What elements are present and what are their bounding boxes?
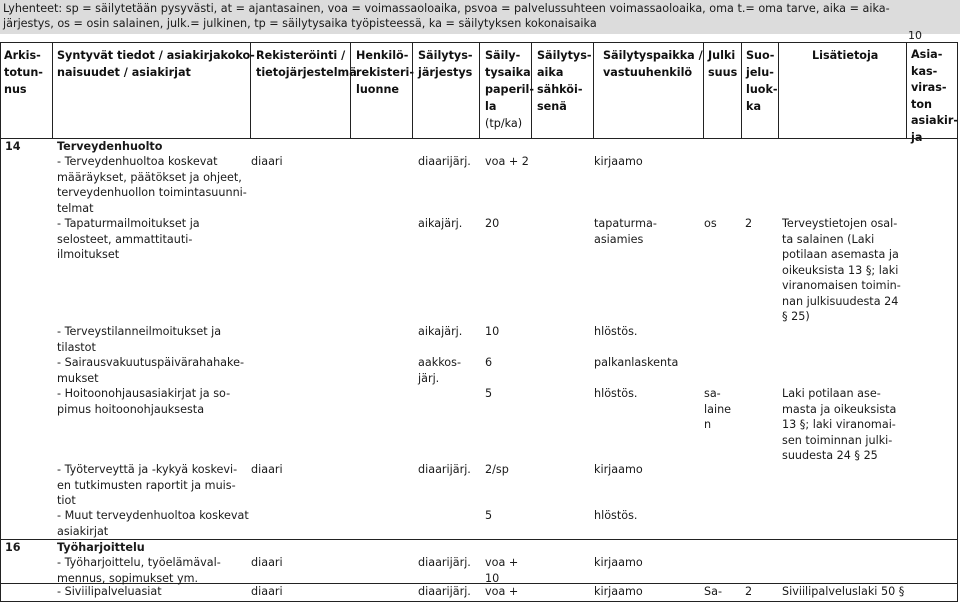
row-storage-place: hlöstös.: [594, 509, 638, 522]
row-storage-place: tapaturma- asiamies: [594, 217, 657, 246]
column-divider: [52, 42, 53, 138]
header-personal-register: Henkilö- rekisteri- luonne: [356, 49, 414, 96]
row-additional-info: Siviilipalveluslaki 50 §: [782, 585, 905, 598]
page-number: 10: [908, 29, 922, 42]
row-publicity: Sa-: [704, 585, 722, 598]
row-paper-retention: 6: [485, 356, 493, 369]
row-storage-order: diaarijärj.: [418, 585, 471, 598]
column-divider: [593, 42, 594, 138]
row-paper-retention: voa + 10: [485, 556, 519, 585]
legend-line-1: Lyhenteet: sp = säilytetään pysyvästi, at = ajantasainen, voa = voimassaoloaika, psvoa = palvelussuhteen voimassaoloaika, oma t.= oma tarve, aika = aika-: [3, 2, 890, 15]
column-divider: [741, 42, 742, 138]
row-paper-retention: 20: [485, 217, 500, 230]
row-storage-order: aikajärj.: [418, 325, 463, 338]
row-publicity: sa- laine n: [704, 387, 732, 431]
section-title: Työharjoittelu: [57, 541, 145, 554]
row-storage-order: diaarijärj.: [418, 155, 471, 168]
row-registration: diaari: [251, 155, 283, 168]
row-document: - Terveystilanneilmoitukset ja tilastot: [57, 325, 222, 354]
row-document: - Muut terveydenhuoltoa koskevat asiakirjat: [57, 509, 249, 538]
row-storage-place: kirjaamo: [594, 155, 643, 168]
column-divider: [703, 42, 704, 138]
header-paper-retention-unit: (tp/ka): [485, 117, 523, 130]
row-document: - Sairausvakuutuspäivärahahake- mukset: [57, 356, 245, 385]
row-storage-order: aakkos- järj.: [418, 356, 461, 385]
header-storage-place: Säilytyspaikka / vastuuhenkilö: [603, 49, 703, 79]
row-protection-class: 2: [745, 217, 753, 230]
row-publicity: os: [704, 217, 717, 230]
row-paper-retention: voa +: [485, 585, 519, 598]
header-archive-code: Arkis- totun- nus: [4, 49, 43, 96]
row-storage-order: diaarijärj.: [418, 556, 471, 569]
row-document: - Työharjoittelu, työelämäval- mennus, sopimukset ym.: [57, 556, 221, 585]
header-registration: Rekisteröinti / tietojärjestelmä: [256, 49, 357, 79]
row-storage-order: diaarijärj.: [418, 463, 471, 476]
row-paper-retention: 10: [485, 325, 500, 338]
header-electronic-retention: Säilytys- aika sähköi- senä: [537, 49, 592, 113]
row-storage-place: kirjaamo: [594, 463, 643, 476]
row-storage-place: kirjaamo: [594, 556, 643, 569]
row-protection-class: 2: [745, 585, 753, 598]
row-storage-order: aikajärj.: [418, 217, 463, 230]
row-storage-place: hlöstös.: [594, 325, 638, 338]
column-divider: [778, 42, 779, 138]
section-code: 16: [5, 541, 21, 554]
column-divider: [906, 42, 907, 138]
row-document: - Siviilipalveluasiat: [57, 585, 162, 598]
column-divider: [479, 42, 480, 138]
row-paper-retention: voa + 2: [485, 155, 529, 168]
abbreviation-legend: [0, 0, 960, 34]
row-storage-place: hlöstös.: [594, 387, 638, 400]
header-client-document: Asia- kas- viras- ton asiakir- ja: [911, 48, 959, 144]
header-protection-class: Suo- jelu- luok- ka: [746, 49, 778, 113]
row-paper-retention: 5: [485, 509, 493, 522]
row-document: - Työterveyttä ja -kykyä koskevi- en tutkimusten raportit ja muis- tiot: [57, 463, 238, 507]
row-registration: diaari: [251, 585, 283, 598]
row-registration: diaari: [251, 556, 283, 569]
row-storage-place: palkanlaskenta: [594, 356, 679, 369]
section-title: Terveydenhuolto: [57, 140, 163, 153]
section-code: 14: [5, 140, 21, 153]
legend-line-2: järjestys, os = osin salainen, julk.= julkinen, tp = säilytysaika työpisteessä, ka = säilytyksen kokonaisaika: [3, 17, 597, 30]
header-documents: Syntyvät tiedot / asiakirjakoko- naisuudet / asiakirjat: [57, 49, 255, 79]
row-document: - Tapaturmailmoitukset ja selosteet, ammattitauti- ilmoitukset: [57, 217, 200, 261]
row-document: - Hoitoonohjausasiakirjat ja so- pimus hoitoonohjauksesta: [57, 387, 231, 416]
row-additional-info: Terveystietojen osal- ta salainen (Laki potilaan asemasta ja oikeuksista 13 §; laki viranomaisen toimin- nan julkisuudesta 24 § 25): [782, 217, 901, 323]
header-paper-retention: Säily- tysaika paperil- la: [485, 49, 534, 113]
header-publicity: Julki suus: [708, 49, 738, 79]
row-paper-retention: 2/sp: [485, 463, 509, 476]
row-additional-info: Laki potilaan ase- masta ja oikeuksista 13 §; laki viranomai- sen toiminnan julki- suudesta 24 § 25: [782, 387, 897, 462]
row-registration: diaari: [251, 463, 283, 476]
row-paper-retention: 5: [485, 387, 493, 400]
header-storage-order: Säilytys- järjestys: [418, 49, 473, 79]
row-storage-place: kirjaamo: [594, 585, 643, 598]
row-document: - Terveydenhuoltoa koskevat määräykset, päätökset ja ohjeet, terveydenhuollon toimintasuunni- telmat: [57, 155, 247, 215]
header-additional-info: Lisätietoja: [812, 49, 879, 62]
